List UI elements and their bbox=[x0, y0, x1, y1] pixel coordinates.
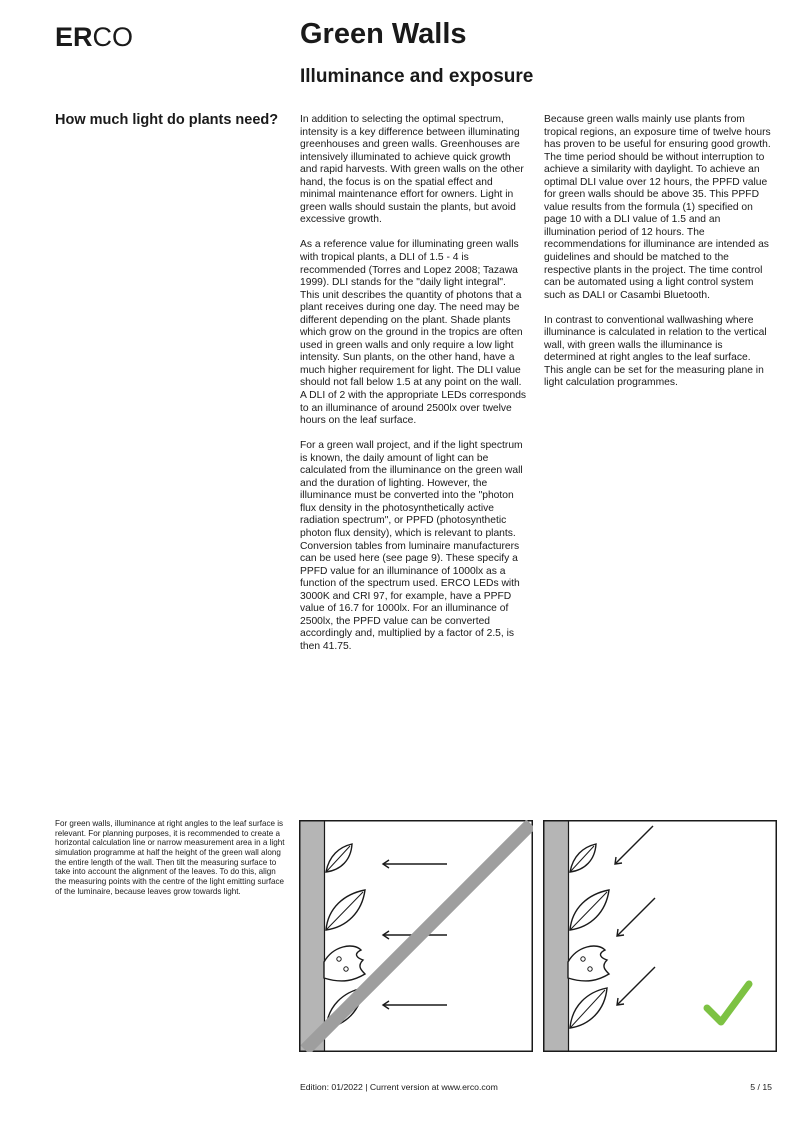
section-heading: How much light do plants need? bbox=[55, 112, 279, 128]
page-subtitle: Illuminance and exposure bbox=[300, 66, 534, 87]
wall bbox=[301, 822, 325, 1051]
diagram-correct-measurement bbox=[543, 820, 777, 1052]
paragraph: In addition to selecting the optimal spectrum, intensity is a key difference between illuminating greenhouses and green walls. Greenhouses are intensively illuminated to achieve quick growth and rapid harvests. With green walls on the other hand, the focus is on the spatial effect and minimal maintenance effort for owners. Light in green walls should sustain the plants, but avoid excessive growth. bbox=[300, 114, 524, 226]
diagram-incorrect-measurement bbox=[299, 820, 533, 1052]
paragraph: In contrast to conventional wallwashing where illuminance is calculated in relation to the vertical wall, with green walls the illuminance is determined at right angles to the leaf surface. This angle can be set for the measuring plane in light calculation programmes. bbox=[544, 314, 767, 389]
text-column-right bbox=[544, 114, 772, 402]
paragraph: Because green walls mainly use plants from tropical regions, an exposure time of twelve hours has proven to be useful for ensuring good growth. The time period should be without interruption to achieve a similarity with daylight. To achieve an optimal DLI value over 12 hours, the PPFD value for green walls should be above 35. This PPFD value results from the formula (1) specified on page 10 with a DLI value of 1.5 and an illumination period of 12 hours. The recommendations for illuminance are intended as guidelines and should be matched to the respective plants in the project. The time control can be automated using a light control system such as DALI or Casambi Bluetooth. bbox=[544, 114, 771, 301]
logo-bold-part: ER bbox=[55, 22, 93, 52]
logo-regular-part: CO bbox=[92, 22, 134, 52]
footer-edition: Edition: 01/2022 | Current version at www.erco.com bbox=[300, 1082, 498, 1092]
paragraph: For a green wall project, and if the light spectrum is known, the daily amount of light can be calculated from the illuminance on the green wall and the duration of lighting. However, the illuminance must be converted into the "photon flux density in the photosynthetically active radiation spectrum", or PPFD (photosynthetic photon flux density), which is relevant to plants. Conversion tables from luminaire manufacturers can be used here (see page 9). These specify a PPFD value for an illuminance of 1000lx as a function of the spectrum used. ERCO LEDs with 3000K and CRI 97, for example, have a PPFD value of 16.7 for 1000lx. For an illuminance of 2500lx, the PPFD value can be converted accordingly and, multiplied by a factor of 2.5, is then 41.75. bbox=[300, 440, 523, 652]
text-column-left bbox=[300, 114, 528, 666]
page-number: 5 / 15 bbox=[750, 1082, 772, 1092]
page-title: Green Walls bbox=[300, 18, 467, 50]
figure-caption: For green walls, illuminance at right angles to the leaf surface is relevant. For planning purposes, it is recommended to create a horizontal calculation line or narrow measurement area in a light simulation programme at half the height of the green wall along the entire length of the wall. Then tilt the measuring surface to take into account the alignment of the leaves. To do this, align the measuring points with the centre of the light emitting surface of the luminaire, because leaves grow towards light. bbox=[55, 819, 285, 896]
wall bbox=[545, 822, 569, 1051]
paragraph: As a reference value for illuminating green walls with tropical plants, a DLI of 1.5 - 4 is recommended (Torres and Lopez 2008; Tazawa 1999). DLI stands for the "daily light integral". This unit describes the quantity of photons that a plant receives during one day. The need may be different depending on the plant. Shade plants which grow on the ground in the tropics are often used in green walls and only require a low light intensity. Sun plants, on the other hand, have a much higher requirement for light. The DLI value should not fall below 1.5 at any point on the wall. A DLI of 2 with the appropriate LEDs corresponds to an illuminance of around 2500lx over twelve hours on the leaf surface. bbox=[300, 239, 527, 427]
erco-logo bbox=[55, 22, 133, 53]
